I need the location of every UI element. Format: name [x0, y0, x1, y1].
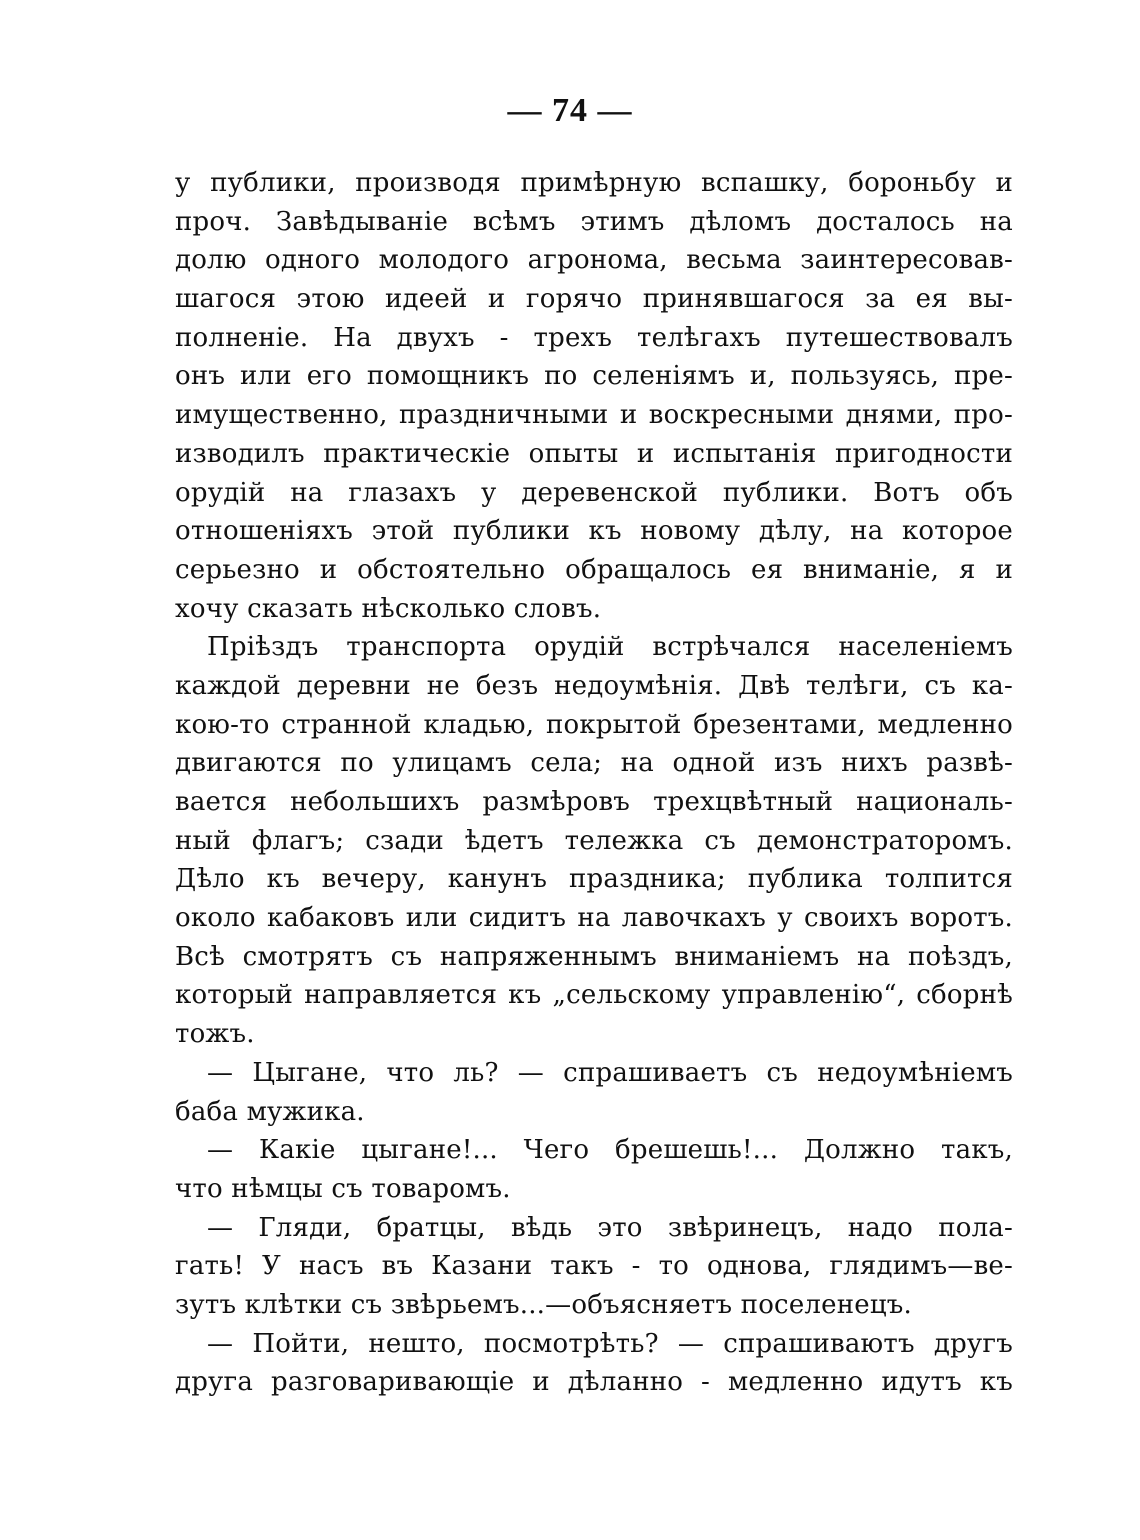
- body-text: [175, 164, 1013, 1402]
- dialogue-line: — Гляди, братцы, вѣдь это звѣринецъ, надо пола-: [207, 1212, 1013, 1243]
- text-line: что нѣмцы съ товаромъ.: [175, 1173, 511, 1204]
- paragraph-start-line: Пріѣздъ транспорта орудій встрѣчался населеніемъ: [207, 632, 1013, 663]
- text-line: баба мужика.: [175, 1096, 365, 1127]
- text-line: каждой деревни не безъ недоумѣнія. Двѣ телѣги, съ ка-: [175, 670, 1013, 701]
- text-line: имущественно, праздничными и воскресными днями, про-: [175, 400, 1013, 431]
- text-line: полненіе. На двухъ - трехъ телѣгахъ путешествовалъ: [175, 322, 1013, 353]
- text-line: проч. Завѣдываніе всѣмъ этимъ дѣломъ досталось на: [175, 206, 1013, 237]
- text-line: двигаются по улицамъ села; на одной изъ нихъ развѣ-: [175, 748, 1013, 779]
- text-line: тожъ.: [175, 1019, 255, 1050]
- text-line: ный флагъ; сзади ѣдетъ тележка съ демонстраторомъ.: [175, 825, 1013, 856]
- text-line: гать! У насъ въ Казани такъ - то однова, глядимъ—ве-: [175, 1251, 1013, 1282]
- text-line: серьезно и обстоятельно обращалось ея вниманіе, я и: [175, 554, 1013, 585]
- dialogue-line: — Цыгане, что ль? — спрашиваетъ съ недоумѣніемъ: [207, 1057, 1013, 1088]
- page-number: — 74 —: [507, 92, 633, 129]
- text-line: хочу сказать нѣсколько словъ.: [175, 593, 602, 624]
- text-line: долю одного молодого агронома, весьма заинтересовав-: [175, 245, 1013, 276]
- text-line: вается небольшихъ размѣровъ трехцвѣтный националь-: [175, 787, 1013, 817]
- text-line: зутъ клѣтки съ звѣрьемъ...—объясняетъ поселенецъ.: [175, 1289, 912, 1320]
- text-line: отношеніяхъ этой публики къ новому дѣлу, на которое: [175, 516, 1013, 547]
- text-line: который направляется къ „сельскому управленію“, сборнѣ: [175, 980, 1013, 1011]
- dialogue-line: — Какіе цыгане!... Чего брешешь!... Должно такъ,: [207, 1135, 1013, 1166]
- text-line: кою-то странной кладью, покрытой брезентами, медленно: [175, 709, 1013, 740]
- text-line: около кабаковъ или сидитъ на лавочкахъ у своихъ воротъ.: [175, 903, 1013, 934]
- text-line: у публики, производя примѣрную вспашку, бороньбу и: [175, 168, 1013, 198]
- text-line: Всѣ смотрятъ съ напряженнымъ вниманіемъ на поѣздъ,: [175, 941, 1013, 972]
- text-line: друга разговаривающіе и дѣланно - медленно идутъ къ: [175, 1367, 1013, 1398]
- text-line: онъ или его помощникъ по селеніямъ и, пользуясь, пре-: [175, 361, 1013, 392]
- text-line: орудій на глазахъ у деревенской публики. Вотъ объ: [175, 477, 1013, 508]
- dialogue-line: — Пойти, нешто, посмотрѣть? — спрашиваютъ другъ: [207, 1328, 1013, 1359]
- text-line: изводилъ практическіе опыты и испытанія пригодности: [175, 438, 1013, 469]
- text-line: Дѣло къ вечеру, канунъ праздника; публика толпится: [175, 864, 1013, 895]
- text-line: шагося этою идеей и горячо принявшагося за ея вы-: [175, 284, 1013, 315]
